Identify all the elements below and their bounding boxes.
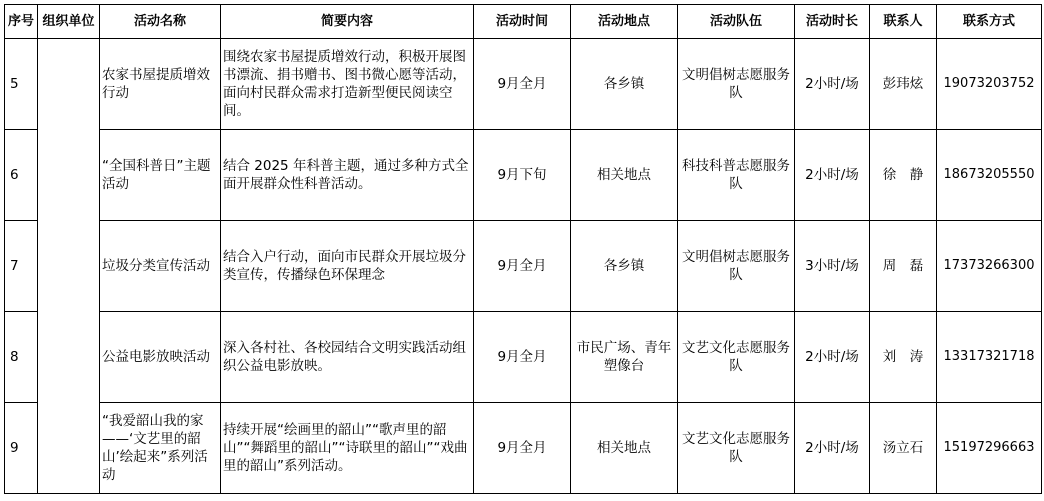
cell-place: 各乡镇 xyxy=(571,221,678,312)
header-place: 活动地点 xyxy=(571,5,678,39)
header-duration: 活动时长 xyxy=(795,5,870,39)
cell-duration: 2小时/场 xyxy=(795,403,870,494)
cell-summary: 结合入户行动，面向市民群众开展垃圾分类宣传，传播绿色环保理念 xyxy=(221,221,474,312)
cell-duration: 2小时/场 xyxy=(795,312,870,403)
cell-phone: 15197296663 xyxy=(937,403,1042,494)
table-row xyxy=(5,312,1042,403)
cell-contact: 周 磊 xyxy=(870,221,937,312)
cell-duration: 2小时/场 xyxy=(795,39,870,130)
cell-duration: 2小时/场 xyxy=(795,130,870,221)
cell-place: 相关地点 xyxy=(571,130,678,221)
cell-phone: 17373266300 xyxy=(937,221,1042,312)
cell-summary: 深入各村社、各校园结合文明实践活动组织公益电影放映。 xyxy=(221,312,474,403)
cell-team: 文艺文化志愿服务队 xyxy=(678,312,795,403)
cell-phone: 13317321718 xyxy=(937,312,1042,403)
cell-team: 文明倡树志愿服务队 xyxy=(678,39,795,130)
cell-contact: 汤立石 xyxy=(870,403,937,494)
cell-summary: 围绕农家书屋提质增效行动，积极开展图书漂流、捐书赠书、图书微心愿等活动，面向村民群众需求打造新型便民阅读空间。 xyxy=(221,39,474,130)
cell-index: 7 xyxy=(5,221,38,312)
cell-place: 相关地点 xyxy=(571,403,678,494)
cell-summary: 结合 2025 年科普主题，通过多种方式全面开展群众性科普活动。 xyxy=(221,130,474,221)
cell-name: 公益电影放映活动 xyxy=(100,312,221,403)
header-org: 组织单位 xyxy=(38,5,100,39)
cell-name: 垃圾分类宣传活动 xyxy=(100,221,221,312)
header-row xyxy=(5,5,1042,39)
table-row xyxy=(5,403,1042,494)
header-contact: 联系人 xyxy=(870,5,937,39)
cell-place: 各乡镇 xyxy=(571,39,678,130)
cell-team: 科技科普志愿服务队 xyxy=(678,130,795,221)
cell-time: 9月下旬 xyxy=(474,130,571,221)
cell-contact: 彭玮炫 xyxy=(870,39,937,130)
cell-summary: 持续开展“绘画里的韶山”“歌声里的韶山”“舞蹈里的韶山”“诗联里的韶山”“戏曲里的韶山”系列活动。 xyxy=(221,403,474,494)
cell-contact: 刘 涛 xyxy=(870,312,937,403)
cell-name: 农家书屋提质增效行动 xyxy=(100,39,221,130)
table-row xyxy=(5,130,1042,221)
cell-time: 9月全月 xyxy=(474,312,571,403)
cell-phone: 19073203752 xyxy=(937,39,1042,130)
cell-team: 文明倡树志愿服务队 xyxy=(678,221,795,312)
header-time: 活动时间 xyxy=(474,5,571,39)
cell-index: 9 xyxy=(5,403,38,494)
table-row xyxy=(5,39,1042,130)
cell-duration: 3小时/场 xyxy=(795,221,870,312)
cell-index: 8 xyxy=(5,312,38,403)
cell-index: 5 xyxy=(5,39,38,130)
cell-team: 文艺文化志愿服务队 xyxy=(678,403,795,494)
cell-time: 9月全月 xyxy=(474,221,571,312)
cell-time: 9月全月 xyxy=(474,39,571,130)
cell-contact: 徐 静 xyxy=(870,130,937,221)
cell-org xyxy=(38,39,100,494)
header-summary: 简要内容 xyxy=(221,5,474,39)
header-phone: 联系方式 xyxy=(937,5,1042,39)
cell-index: 6 xyxy=(5,130,38,221)
table-row xyxy=(5,221,1042,312)
header-name: 活动名称 xyxy=(100,5,221,39)
cell-phone: 18673205550 xyxy=(937,130,1042,221)
cell-name: “全国科普日”主题活动 xyxy=(100,130,221,221)
activity-table xyxy=(4,4,1042,494)
header-team: 活动队伍 xyxy=(678,5,795,39)
header-index: 序号 xyxy=(5,5,38,39)
cell-place: 市民广场、青年塑像台 xyxy=(571,312,678,403)
cell-time: 9月全月 xyxy=(474,403,571,494)
cell-name: “我爱韶山我的家——‘文艺里的韶山’绘起来”系列活动 xyxy=(100,403,221,494)
